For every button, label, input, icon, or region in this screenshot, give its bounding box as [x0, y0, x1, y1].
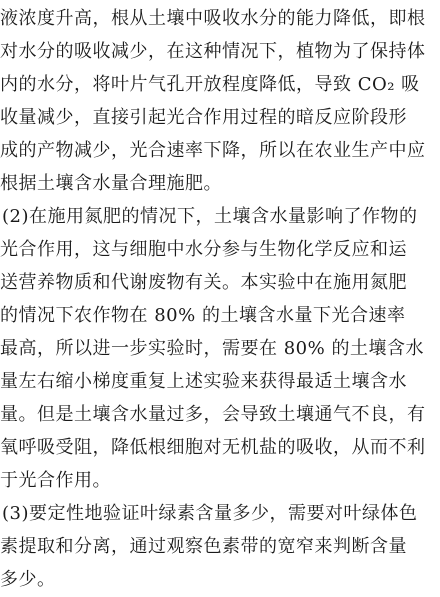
text-line-10: 的情况下农作物在 80% 的土壤含水量下光合速率 — [0, 305, 406, 326]
text-line-4: 收量减少，直接引起光合作用过程的暗反应阶段形 — [0, 107, 407, 128]
text-line-6: 根据土壤含水量合理施肥。 — [0, 173, 222, 194]
text-line-16: (3)要定性地验证叶绿素含量多少，需要对叶绿体色 — [2, 503, 418, 524]
text-line-7: (2)在施用氮肥的情况下，土壤含水量影响了作物的 — [2, 206, 418, 227]
text-line-9: 送营养物质和代谢废物有关。本实验中在施用氮肥 — [0, 272, 407, 293]
text-line-11: 最高，所以进一步实验时，需要在 80% 的土壤含水 — [0, 338, 424, 359]
text-line-15: 于光合作用。 — [0, 470, 111, 491]
text-line-5: 成的产物减少，光合速率下降，所以在农业生产中应 — [0, 140, 426, 161]
text-line-12: 量左右缩小梯度重复上述实验来获得最适土壤含水 — [0, 371, 407, 392]
text-line-8: 光合作用，这与细胞中水分参与生物化学反应和运 — [0, 239, 407, 260]
text-line-2: 对水分的吸收减少，在这种情况下，植物为了保持体 — [0, 41, 426, 62]
text-line-18: 多少。 — [0, 569, 56, 590]
text-line-3: 内的水分，将叶片气孔开放程度降低，导致 CO₂ 吸 — [0, 74, 420, 95]
text-line-13: 量。但是土壤含水量过多，会导致土壤通气不良，有 — [0, 404, 426, 425]
text-line-1: 液浓度升高，根从土壤中吸收水分的能力降低，即根 — [0, 8, 426, 29]
text-line-17: 素提取和分离，通过观察色素带的宽窄来判断含量 — [0, 536, 407, 557]
text-line-14: 氧呼吸受阻，降低根细胞对无机盐的吸收，从而不利 — [0, 437, 426, 458]
